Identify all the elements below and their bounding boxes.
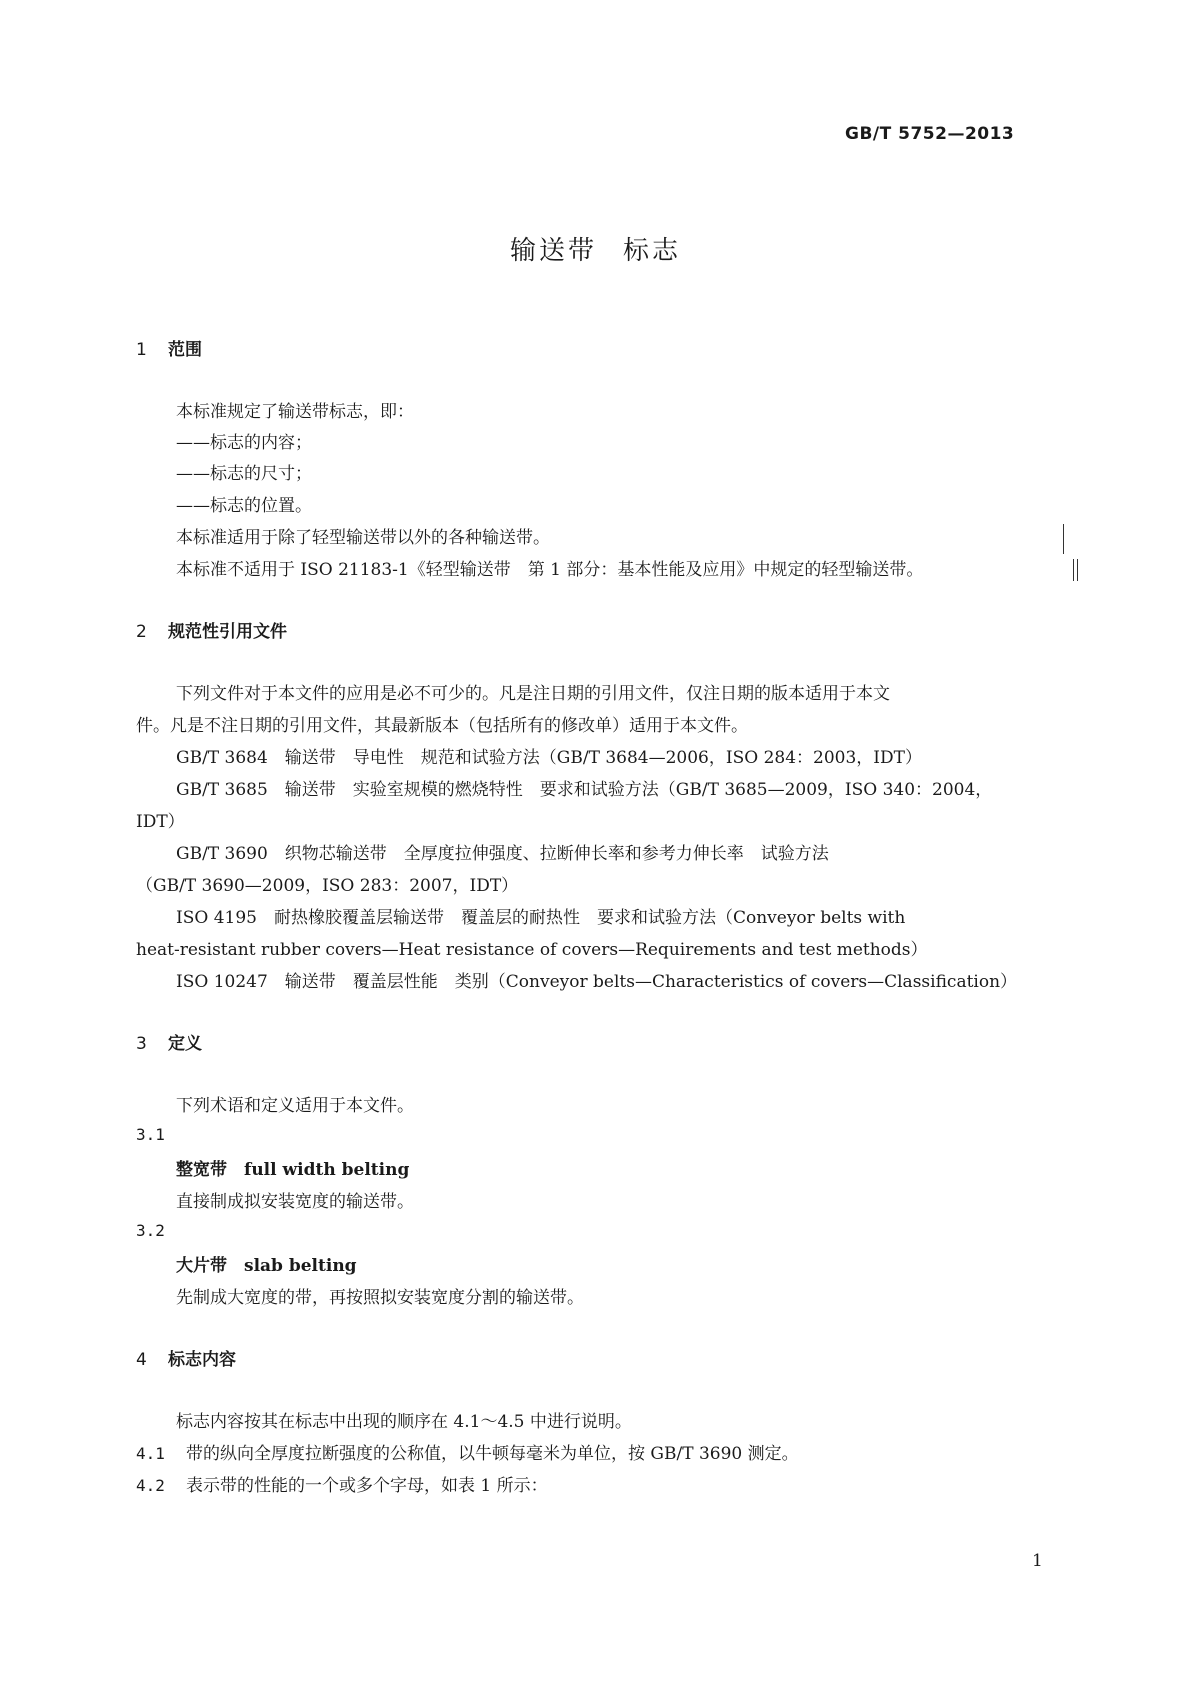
page-number: 1 [1032,1551,1043,1571]
s1-line-3: ——标志的尺寸； [176,464,312,484]
ref-iso-4195-cont: heat-resistant rubber covers—Heat resistance of covers—Requirements and test methods） [136,940,928,960]
s1-line-6: 本标准不适用于 ISO 21183-1《轻型输送带 第 1 部分：基本性能及应用》中规定的轻型输送带。 [176,560,924,580]
s1-line-2: ——标志的内容； [176,433,312,453]
s1-line-1: 本标准规定了输送带标志，即： [176,402,414,422]
ref-gbt-3685-cont: IDT） [136,812,185,832]
ref-gbt-3684: GB/T 3684 输送带 导电性 规范和试验方法（GB/T 3684—2006，ISO 284：2003，IDT） [176,748,922,768]
ref-gbt-3690-cont: （GB/T 3690—2009，ISO 283：2007，IDT） [136,876,519,896]
s1-line-5: 本标准适用于除了轻型输送带以外的各种输送带。 [176,528,550,548]
def-full-width-belting: 直接制成拟安装宽度的输送带。 [176,1192,414,1212]
section-4-heading: 4 标志内容 [136,1350,236,1370]
revision-bar [1063,524,1064,554]
ref-iso-10247: ISO 10247 输送带 覆盖层性能 类别（Conveyor belts—Characteristics of covers—Classification） [176,972,1018,992]
clause-4-2-text: 表示带的性能的一个或多个字母，如表 1 所示： [186,1476,548,1496]
term-slab-belting: 大片带 slab belting [176,1256,357,1276]
page-title [0,230,1191,267]
standard-code: GB/T 5752—2013 [845,124,1015,144]
s1-line-4: ——标志的位置。 [176,496,312,516]
ref-gbt-3685: GB/T 3685 输送带 实验室规模的燃烧特性 要求和试验方法（GB/T 3685—2009，ISO 340：2004， [176,780,993,800]
section-2-heading: 2 规范性引用文件 [136,622,287,642]
section-3-heading: 3 定义 [136,1034,202,1054]
term-full-width-belting: 整宽带 full width belting [176,1160,410,1180]
def-slab-belting: 先制成大宽度的带，再按照拟安装宽度分割的输送带。 [176,1288,584,1308]
clause-4-1-text: 带的纵向全厚度拉断强度的公称值，以牛顿每毫米为单位，按 GB/T 3690 测定。 [186,1444,799,1464]
s2-line-2: 件。凡是不注日期的引用文件，其最新版本（包括所有的修改单）适用于本文件。 [136,716,748,736]
clause-3-2-number: 3.2 [136,1221,165,1240]
s2-line-1: 下列文件对于本文件的应用是必不可少的。凡是注日期的引用文件，仅注日期的版本适用于本文 [176,684,890,704]
title-part-2: 标志 [623,236,682,266]
s3-intro: 下列术语和定义适用于本文件。 [176,1096,414,1116]
ref-iso-4195: ISO 4195 耐热橡胶覆盖层输送带 覆盖层的耐热性 要求和试验方法（Conveyor belts with [176,908,906,928]
section-1-heading: 1 范围 [136,340,202,360]
title-part-1: 输送带 [509,236,597,266]
clause-4-1 [136,1439,799,1464]
clause-4-1-number: 4.1 [136,1444,165,1463]
clause-3-1-number: 3.1 [136,1125,165,1144]
clause-4-2-number: 4.2 [136,1476,165,1495]
clause-4-2 [136,1471,548,1496]
ref-gbt-3690: GB/T 3690 织物芯输送带 全厚度拉伸强度、拉断伸长率和参考力伸长率 试验方法 [176,844,829,864]
s4-intro: 标志内容按其在标志中出现的顺序在 4.1～4.5 中进行说明。 [176,1412,632,1432]
revision-bar-double-a [1073,559,1074,581]
revision-bar-double-b [1077,559,1078,581]
